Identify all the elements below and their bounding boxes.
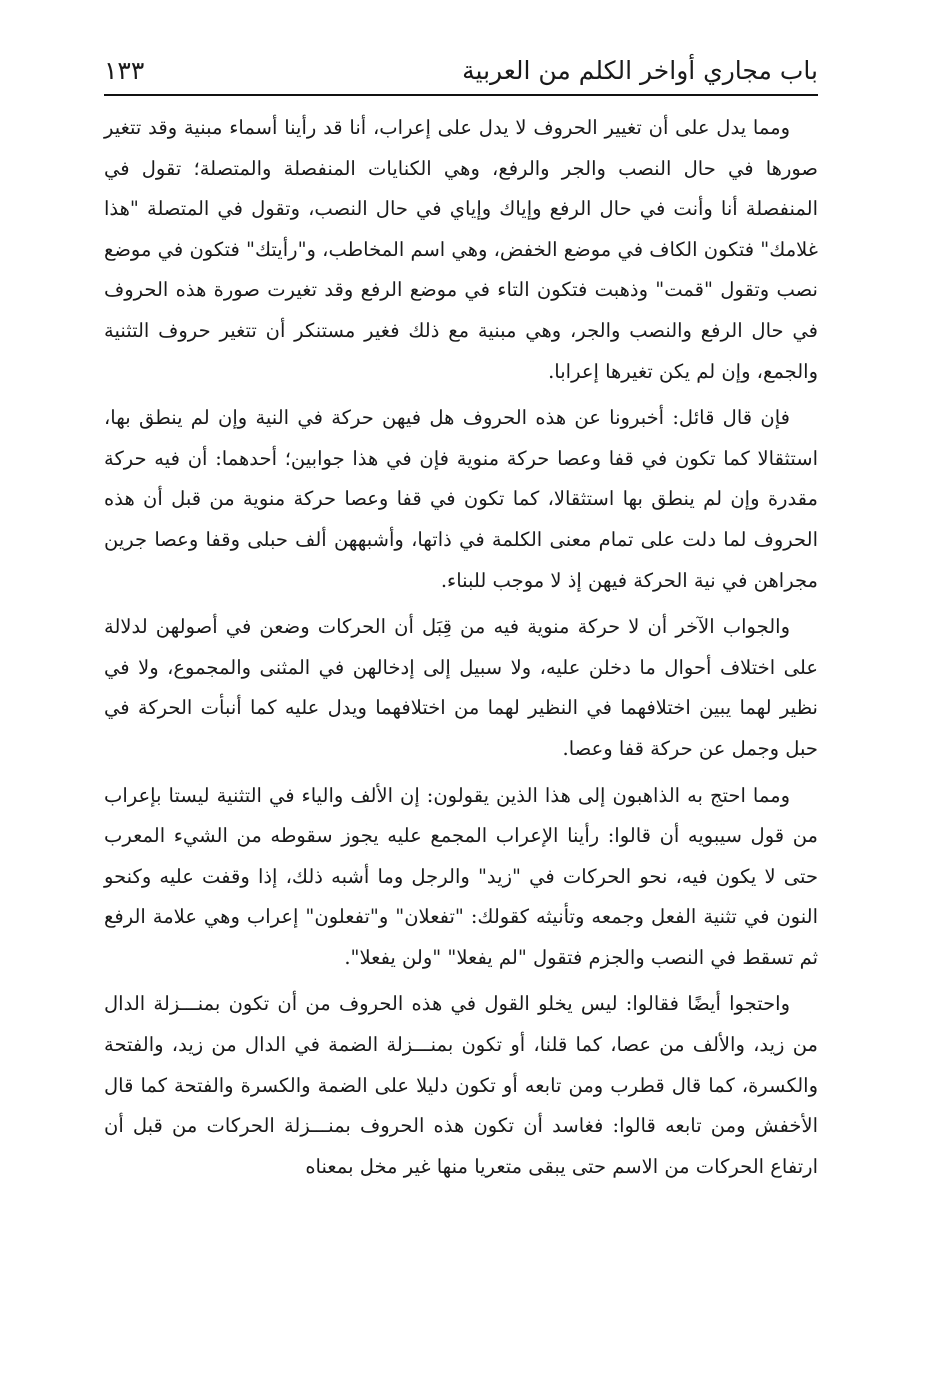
body-text (104, 108, 818, 1193)
running-title: باب مجاري أواخر الكلم من العربية (462, 56, 818, 85)
paragraph: واحتجوا أيضًا فقالوا: ليس يخلو القول في هذه الحروف من أن تكون بمنـــزلة الدال من زيد، والألف من عصا، كما قلنا، أو تكون بمنـــزلة الضمة في الدال من زيد، والفتحة والكسرة، كما قال قطرب ومن تابعه أو تكون دليلا على الضمة والكسرة والفتحة كما قال الأخفش ومن تابعه قالوا: فغاسد أن تكون هذه الحروف بمنـــزلة الحركات من قبل أن ارتفاع الحركات من الاسم حتى يبقى متعريا منها غير مخل بمعناه (104, 992, 818, 1178)
page-number: ١٣٣ (104, 56, 145, 85)
running-head (104, 50, 818, 96)
header-rule (104, 94, 818, 96)
paragraph: ومما يدل على أن تغيير الحروف لا يدل على إعراب، أنا قد رأينا أسماء مبنية وقد تتغير صورها في حال النصب والجر والرفع، وهي الكنايات المنفصلة والمتصلة؛ تقول في المنفصلة أنا وأنت في حال الرفع وإياك وإياي في حال النصب، وتقول في المتصلة "هذا غلامك" فتكون الكاف في موضع الخفض، وهي اسم المخاطب، و"رأيتك" فتكون في موضع نصب وتقول "قمت" وذهبت فتكون التاء في موضع الرفع وقد تغيرت صورة هذه الحروف في حال الرفع والنصب والجر، وهي مبنية مع ذلك فغير مستنكر أن تتغير حروف التثنية والجمع، وإن لم يكن تغيرها إعرابا. (104, 116, 818, 383)
paragraph: ومما احتج به الذاهبون إلى هذا الذين يقولون: إن الألف والياء في التثنية ليستا بإعراب من قول سيبويه أن قالوا: رأينا الإعراب المجمع عليه يجوز سقوطه من الشيء المعرب حتى لا يكون فيه، نحو الحركات في "زيد" والرجل وما أشبه ذلك، إذا وقفت عليه وكنحو النون في تثنية الفعل وجمعه وتأنيثه كقولك: "تفعلان" و"تفعلون" إعراب وهي علامة الرفع ثم تسقط في النصب والجزم فتقول "لم يفعلا" "ولن يفعلا". (104, 783, 818, 969)
paragraph: فإن قال قائل: أخبرونا عن هذه الحروف هل فيهن حركة في النية وإن لم ينطق بها، استثقالا كما تكون في قفا وعصا حركة منوية فإن في هذا جوابين؛ أحدهما: أن فيه حركة مقدرة وإن لم ينطق بها استثقالا، كما تكون في قفا وعصا حركة منوية من قبل أن هذه الحروف لما دلت على تمام معنى الكلمة في ذاتها، وأشبههن ألف حبلى وقفا وعصا جرين مجراهن في نية الحركة فيهن إذ لا موجب للبناء. (104, 406, 818, 592)
paragraph: والجواب الآخر أن لا حركة منوية فيه من قِبَل أن الحركات وضعن في أصولهن لدلالة على اختلاف أحوال ما دخلن عليه، ولا سبيل إلى إدخالهن في المثنى والمجموع، ولا في نظير لهما يبين اختلافهما في النظير لهما من اختلافهما ويدل عليه كما أنبأت الحركة في حبل وجمل عن حركة قفا وعصا. (104, 615, 818, 760)
